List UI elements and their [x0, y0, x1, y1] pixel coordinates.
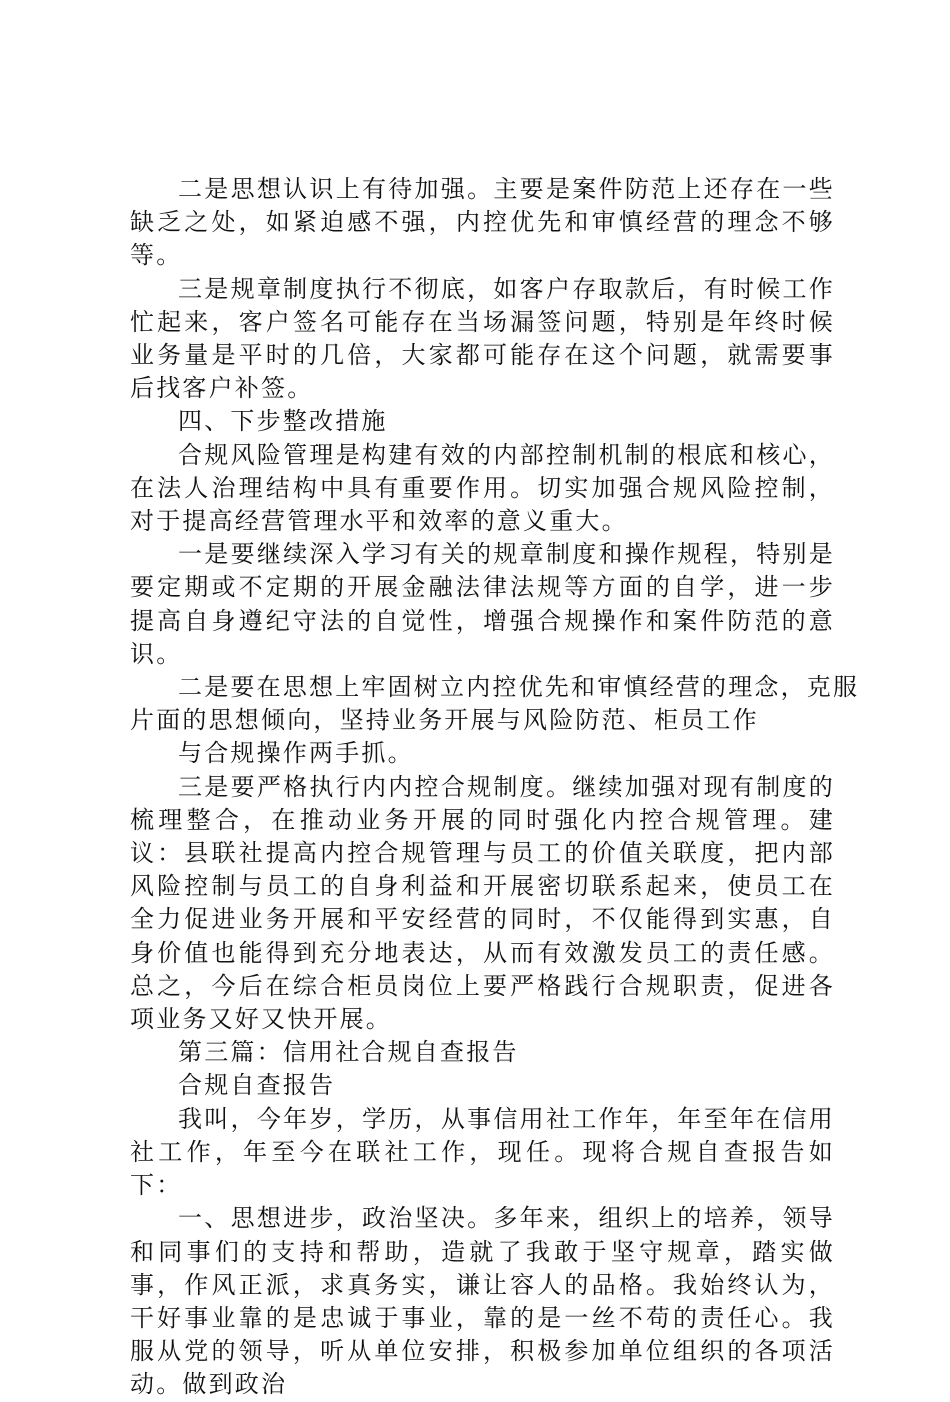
- chapter-title: 第三篇：信用社合规自查报告: [178, 1038, 519, 1067]
- paragraph-rules-execution: 三是规章制度执行不彻底，如客户存取款后，有时候工作忙起来，客户签名可能存在当场漏签问题，特别是年终时候业务量是平时的几倍，大家都可能存在这个问题，就需要事后找客户补签。: [130, 274, 835, 403]
- paragraph-political-stance: 一、思想进步，政治坚决。多年来，组织上的培养，领导和同事们的支持和帮助，造就了我敢于坚守规章，踏实做事，作风正派，求真务实，谦让容人的品格。我始终认为，干好事业靠的是忠诚于事业，靠的是一丝不苟的责任心。我服从党的领导，听从单位安排，积极参加单位组织的各项活动。做到政治: [130, 1204, 835, 1399]
- paragraph-compliance-risk: 合规风险管理是构建有效的内部控制机制的根底和核心，在法人治理结构中具有重要作用。切实加强合规风险控制，对于提高经营管理水平和效率的意义重大。: [130, 440, 835, 536]
- section-heading-rectification: 四、下步整改措施: [178, 407, 388, 436]
- report-title: 合规自查报告: [178, 1071, 336, 1100]
- paragraph-internal-control: 三是要严格执行内内控合规制度。继续加强对现有制度的梳理整合，在推动业务开展的同时强化内控合规管理。建议：县联社提高内控合规管理与员工的价值关联度，把内部风险控制与员工的自身利益和开展密切联系起来，使员工在全力促进业务开展和平安经营的同时，不仅能得到实惠，自身价值也能得到充分地表达，从而有效激发员工的责任感。总之，今后在综合柜员岗位上要严格践行合规职责，促进各项业务又好又快开展。: [130, 772, 835, 1034]
- paragraph-study-rules: 一是要继续深入学习有关的规章制度和操作规程，特别是要定期或不定期的开展金融法律法规等方面的自学，进一步提高自身遵纪守法的自觉性，增强合规操作和案件防范的意识。: [130, 540, 835, 668]
- paragraph-line: 片面的思想倾向，坚持业务开展与风险防范、柜员工作: [130, 706, 759, 735]
- paragraph-thinking-awareness: 二是思想认识上有待加强。主要是案件防范上还存在一些缺乏之处，如紧迫感不强，内控优先和审慎经营的理念不够等。: [130, 175, 835, 270]
- document-body: [130, 173, 860, 1402]
- paragraph-self-intro: 我叫，今年岁，学历，从事信用社工作年，年至年在信用社工作，年至今在联社工作，现任。现将合规自查报告如下：: [130, 1104, 835, 1200]
- paragraph-line: 二是要在思想上牢固树立内控优先和审慎经营的理念，克服: [178, 673, 860, 702]
- paragraph-line: 与合规操作两手抓。: [178, 739, 414, 768]
